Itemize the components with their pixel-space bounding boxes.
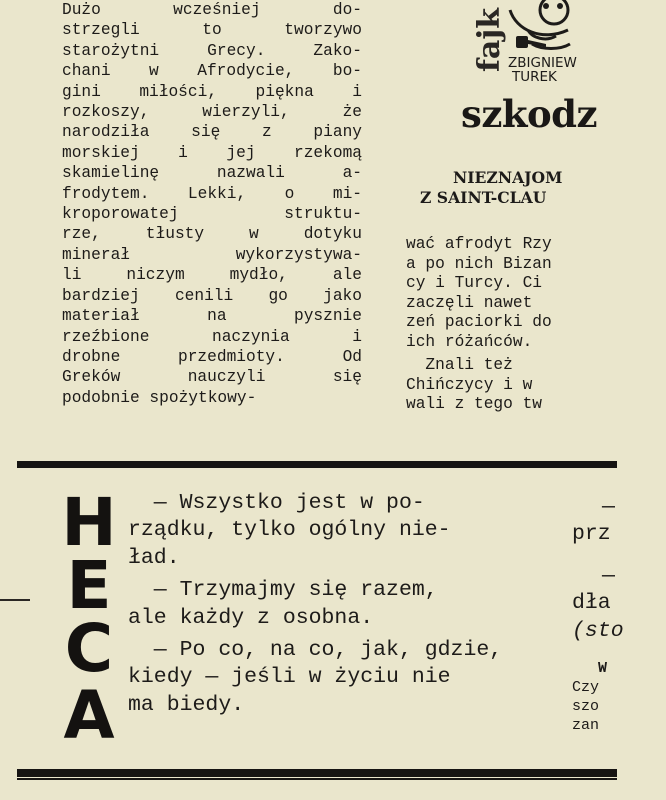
- heca-letter-a: A: [63, 677, 115, 754]
- text-line: skamielinę nazwali a-: [62, 164, 362, 183]
- text-line: narodziła się z piany: [62, 123, 362, 142]
- text-line: ma biedy.: [128, 692, 245, 717]
- text-fragment: (sto: [572, 618, 624, 643]
- text-line: — Trzymajmy się razem,: [128, 578, 438, 603]
- text-line: Dużo wcześniej do-: [62, 1, 362, 19]
- text-line: cy i Turcy. Ci: [406, 274, 542, 292]
- text-fragment: —: [602, 563, 615, 588]
- text-line: ład.: [128, 545, 180, 570]
- text-line: — Wszystko jest w po-: [128, 491, 425, 515]
- text-line: zeń paciorki do: [406, 313, 552, 331]
- bottom-divider-thin: [17, 778, 617, 780]
- text-line: Znali też: [406, 356, 513, 374]
- text-line: a po nich Bizan: [406, 254, 552, 273]
- text-line: ale każdy z osobna.: [128, 605, 374, 630]
- text-fragment: Czy: [572, 679, 600, 697]
- heca-letter-h: H: [61, 484, 117, 561]
- aphorism: [128, 637, 538, 719]
- adjacent-column-fragment: [572, 494, 632, 735]
- bottom-divider: [17, 769, 617, 777]
- text-line: — Po co, na co, jak, gdzie,: [128, 638, 503, 663]
- text-line: Chińczycy i w: [406, 375, 533, 394]
- column-logo-letters: fajk: [472, 8, 507, 72]
- article-title-line: NIEZNAJOM: [453, 168, 563, 187]
- text-line: strzegli to tworzywo: [62, 21, 362, 40]
- margin-dash: [0, 599, 30, 601]
- text-line: ich różańców.: [406, 332, 533, 351]
- heca-letter-c: C: [64, 610, 114, 687]
- text-line: rządku, tylko ogólny nie-: [128, 518, 451, 543]
- text-line: minerał wykorzystywa-: [62, 245, 362, 264]
- author-last-name: TUREK: [512, 69, 557, 85]
- text-fragment: dła: [572, 591, 611, 616]
- article-body-left-column: [62, 0, 362, 408]
- text-line: zaczęli nawet: [406, 293, 533, 312]
- text-line: kroporowatej struktu-: [62, 205, 362, 224]
- text-line: starożytni Grecy. Zako-: [62, 41, 362, 60]
- text-line: podobnie spożytkowy-: [62, 388, 257, 407]
- text-line: rzeźbione naczynia i: [62, 327, 362, 346]
- text-fragment: W: [598, 660, 608, 678]
- text-line: bardziej cenili go jako: [62, 286, 362, 305]
- section-divider: [17, 461, 617, 468]
- text-fragment: prz: [572, 522, 611, 547]
- article-title: [420, 168, 640, 208]
- text-line: Greków nauczyli się: [62, 368, 362, 387]
- article-body-right-column: [406, 235, 666, 415]
- column-title: szkodz: [461, 92, 598, 136]
- text-line: drobne przedmioty. Od: [62, 347, 362, 366]
- text-line: frodytem. Lekki, o mi-: [62, 184, 362, 203]
- text-fragment: —: [602, 495, 615, 519]
- text-line: kiedy — jeśli w życiu nie: [128, 665, 451, 690]
- text-line: chani w Afrodycie, bo-: [62, 62, 362, 81]
- heca-letter-e: E: [66, 547, 112, 624]
- text-line: rozkoszy, wierzyli, że: [62, 103, 362, 122]
- paragraph: [406, 356, 666, 415]
- column-author: [508, 56, 628, 84]
- text-line: li niczym mydło, ale: [62, 266, 362, 285]
- aphorism: [128, 490, 538, 572]
- text-fragment: zan: [572, 717, 600, 735]
- heca-aphorisms: [128, 490, 538, 719]
- text-line: rze, tłusty w dotyku: [62, 225, 362, 244]
- text-line: gini miłości, piękna i: [62, 82, 362, 101]
- article-title-line: Z SAINT-CLAU: [420, 188, 547, 207]
- text-line: materiał na pysznie: [62, 307, 362, 326]
- text-line: morskiej i jej rzekomą: [62, 143, 362, 162]
- text-line: wali z tego tw: [406, 395, 542, 413]
- aphorism: [128, 577, 538, 632]
- author-first-name: ZBIGNIEW: [508, 55, 577, 71]
- text-fragment: szo: [572, 698, 600, 716]
- text-line: wać afrodyt Rzy: [406, 235, 552, 253]
